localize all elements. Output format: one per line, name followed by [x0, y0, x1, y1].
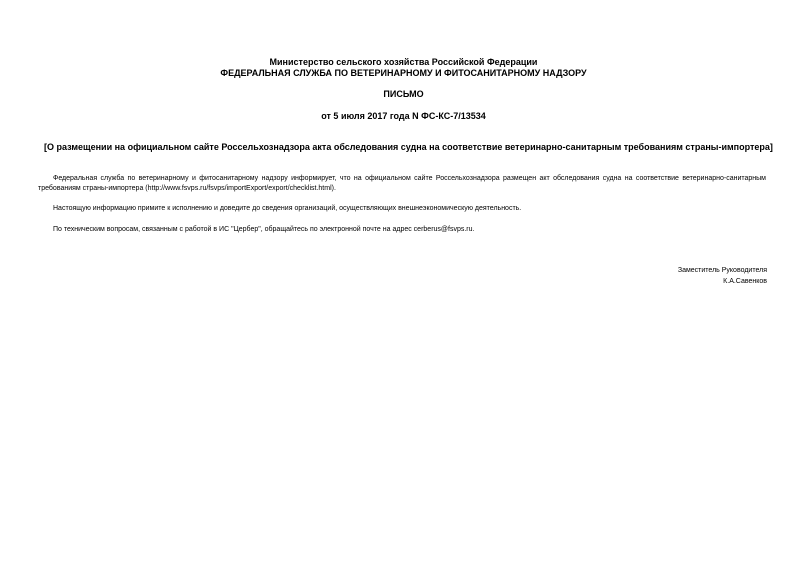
document-title: [О размещении на официальном сайте Россельхознадзора акта обследования судна на соответствие ветеринарно-санитарным требованиям страны-импортера]: [44, 142, 773, 152]
signature-block: [678, 265, 767, 287]
ministry-name: Министерство сельского хозяйства Российской Федерации: [269, 57, 538, 67]
body-paragraph-3: По техническим вопросам, связанным с работой в ИС "Цербер", обращайтесь по электронной почте на адрес cerberus@fsvps.ru.: [53, 226, 475, 233]
body-paragraph-1: Федеральная служба по ветеринарному и фитосанитарному надзору информирует, что на официальном сайте Россельхознадзора размещен акт обследования судна на соответствие ветеринарно-санитарным требованиям страны-импортера (http://www.fsvps.ru/fsvps/importExport/export/checklist.html).: [38, 175, 766, 192]
document-date-number: от 5 июля 2017 года N ФС-КС-7/13534: [321, 111, 486, 121]
letterhead: [0, 57, 807, 79]
signatory-position: Заместитель Руководителя: [677, 267, 767, 274]
signatory-name: К.А.Савенков: [723, 278, 767, 285]
document-type: ПИСЬМО: [383, 89, 424, 99]
body-paragraph-2: Настоящую информацию примите к исполнению и доведите до сведения организаций, осуществляющих внешнеэкономическую деятельность.: [53, 205, 522, 212]
service-name: ФЕДЕРАЛЬНАЯ СЛУЖБА ПО ВЕТЕРИНАРНОМУ И ФИТОСАНИТАРНОМУ НАДЗОРУ: [220, 68, 587, 78]
